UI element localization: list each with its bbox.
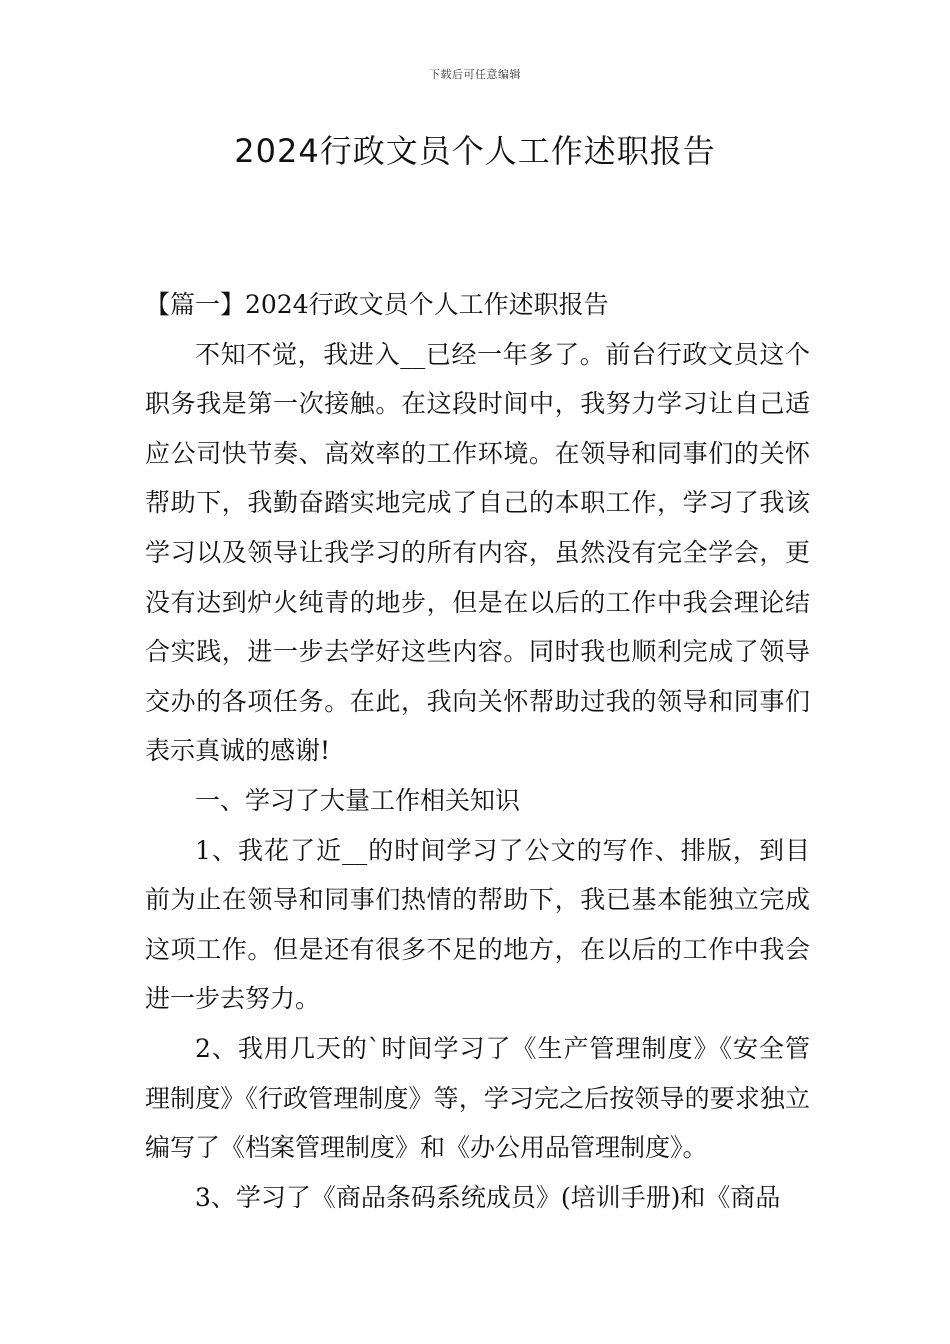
subsection-heading: 一、学习了大量工作相关知识 [195,785,521,815]
document-title: 2024行政文员个人工作述职报告 [234,132,716,170]
body-paragraph: 3、学习了《商品条码系统成员》(培训手册)和《商品 [195,1182,781,1212]
section-heading: 【篇一】2024行政文员个人工作述职报告 [145,290,609,319]
body-paragraph: 不知不觉，我进入__已经一年多了。前台行政文员这个职务我是第一次接触。在这段时间中，我努力学习让自己适应公司快节奏、高效率的工作环境。在领导和同事们的关怀帮助下，我勤奋踏实地完成了自己的本职工作，学习了我该学习以及领导让我学习的所有内容，虽然没有完全学会，更没有达到炉火纯青的地步，但是在以后的工作中我会理论结合实践，进一步去学好这些内容。同时我也顺利完成了领导交办的各项任务。在此，我向关怀帮助过我的领导和同事们表示真诚的感谢! [145,339,810,766]
header-note: 下载后可任意编辑 [429,68,521,81]
body-paragraph: 2、我用几天的`时间学习了《生产管理制度》《安全管理制度》《行政管理制度》等，学习完之后按领导的要求独立编写了《档案管理制度》和《办公用品管理制度》。 [145,1033,810,1163]
document-body [145,280,810,1222]
body-paragraph: 1、我花了近__的时间学习了公文的写作、排版，到目前为止在领导和同事们热情的帮助下，我已基本能独立完成这项工作。但是还有很多不足的地方，在以后的工作中我会进一步去努力。 [145,835,810,1014]
